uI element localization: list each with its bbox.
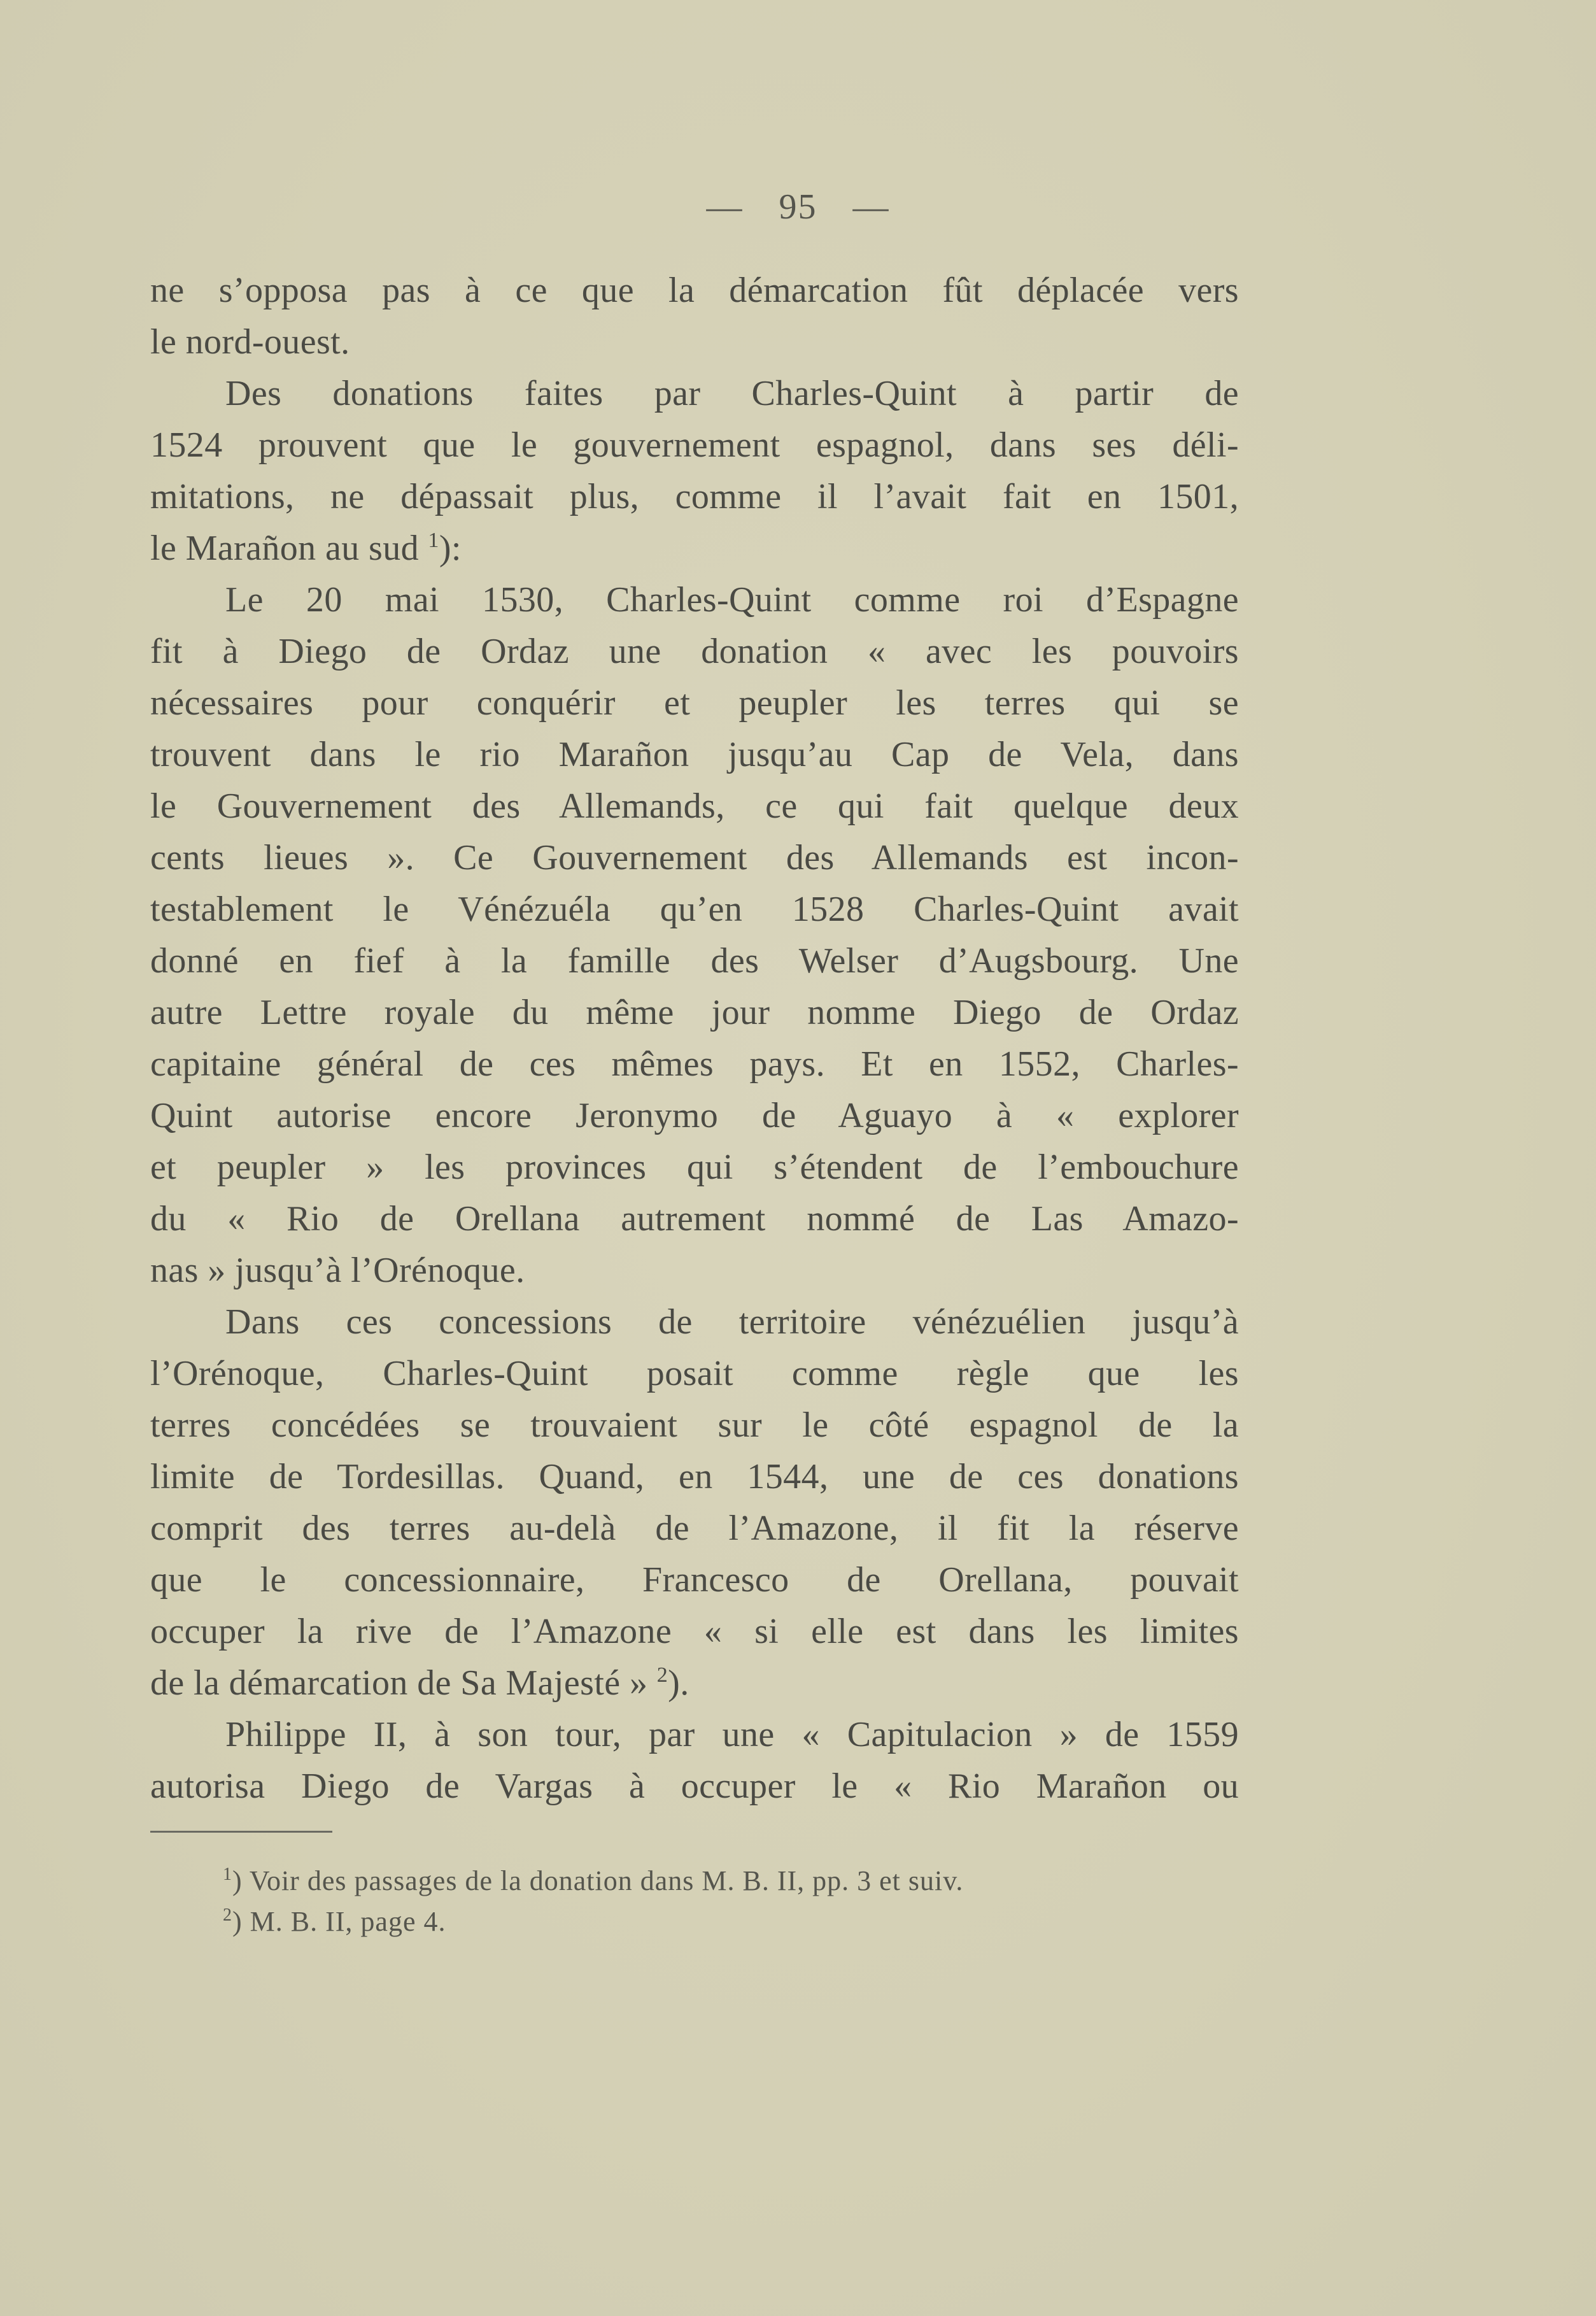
text-line [150,471,1239,523]
text-line [150,316,1239,368]
text-line [150,368,1239,420]
line-text: autre Lettre royale du même jour nomme Diego de Ordaz [150,993,1239,1032]
text-line [150,626,1239,678]
line-text: testablement le Vénézuéla qu’en 1528 Charles-Quint avait [150,890,1239,929]
text-line [150,574,1239,626]
paragraph [150,1297,1239,1709]
line-text: du « Rio de Orellana autrement nommé de Las Amazo- [150,1199,1239,1239]
footnote-divider [150,1831,332,1833]
line-tail: ): [439,529,462,568]
footnote-text: ) M. B. II, page 4. [232,1906,446,1937]
paragraph [150,574,1239,1297]
line-text: le nord-ouest. [150,322,350,362]
page-number: 95 [779,187,817,227]
footnote-marker: 2 [223,1905,232,1925]
text-line [150,523,1239,574]
text-line [150,1451,1239,1503]
line-text: Quint autorise encore Jeronymo de Aguayo à « explorer [150,1096,1239,1135]
line-text: mitations, ne dépassait plus, comme il l’avait fait en 1501, [150,477,1239,516]
line-text: cents lieues ». Ce Gouvernement des Allemands est incon- [150,838,1239,877]
footnote-text: ) Voir des passages de la donation dans M. B. II, pp. 3 et suiv. [232,1865,964,1896]
line-text: ne s’opposa pas à ce que la démarcation fût déplacée vers [150,271,1239,310]
line-text: Dans ces concessions de territoire vénézuélien jusqu’à [225,1302,1239,1342]
footnote-ref: 2 [656,1663,668,1687]
line-text: nas » jusqu’à l’Orénoque. [150,1251,525,1290]
text-line [150,1400,1239,1451]
footnotes [223,1861,1241,1942]
line-text: Des donations faites par Charles-Quint à partir de [225,374,1239,413]
text-line [150,1503,1239,1554]
line-text: fit à Diego de Ordaz une donation « avec les pouvoirs [150,632,1239,671]
text-line [150,1761,1239,1812]
line-text: capitaine général de ces mêmes pays. Et en 1552, Charles- [150,1044,1239,1084]
text-line [150,420,1239,471]
line-text: 1524 prouvent que le gouvernement espagnol, dans ses déli- [150,425,1239,465]
text-line [150,1142,1239,1193]
text-line [150,1606,1239,1658]
text-line [150,832,1239,884]
line-text: Philippe II, à son tour, par une « Capitulacion » de 1559 [225,1715,1239,1754]
line-text: l’Orénoque, Charles-Quint posait comme règle que les [150,1354,1239,1393]
header-dash-right: — [852,187,890,227]
line-text: Le 20 mai 1530, Charles-Quint comme roi d’Espagne [225,580,1239,620]
text-line [150,1554,1239,1606]
line-text: comprit des terres au-delà de l’Amazone, il fit la réserve [150,1509,1239,1548]
line-text: que le concessionnaire, Francesco de Orellana, pouvait [150,1560,1239,1600]
text-line [150,1348,1239,1400]
line-text: occuper la rive de l’Amazone « si elle est dans les limites [150,1612,1239,1651]
line-text: et peupler » les provinces qui s’étendent de l’embouchure [150,1147,1239,1187]
footnote [223,1901,1241,1942]
header-dash-left: — [706,187,744,227]
footnote [223,1861,1241,1901]
paragraph [150,368,1239,574]
page-header [0,185,1596,229]
text-line [150,729,1239,781]
paragraph [150,265,1239,368]
text-line [150,935,1239,987]
footnote-marker: 1 [223,1865,232,1884]
text-line [150,1193,1239,1245]
text-line [150,1090,1239,1142]
text-line [150,1297,1239,1348]
line-text: donné en fief à la famille des Welser d’Augsbourg. Une [150,941,1239,981]
line-text: de la démarcation de Sa Majesté » [150,1663,648,1703]
text-line [150,678,1239,729]
line-text: trouvent dans le rio Marañon jusqu’au Cap de Vela, dans [150,735,1239,774]
text-line [150,987,1239,1039]
text-line [150,265,1239,316]
text-line [150,884,1239,935]
line-text: autorisa Diego de Vargas à occuper le « Rio Marañon ou [150,1766,1239,1806]
text-line [150,1658,1239,1709]
line-tail: ). [668,1663,689,1703]
line-text: le Marañon au sud [150,529,420,568]
text-line [150,781,1239,832]
footnote-ref: 1 [428,529,439,552]
line-text: nécessaires pour conquérir et peupler les terres qui se [150,683,1239,723]
paragraph [150,1709,1239,1812]
line-text: terres concédées se trouvaient sur le côté espagnol de la [150,1405,1239,1445]
text-line [150,1709,1239,1761]
line-text: limite de Tordesillas. Quand, en 1544, une de ces donations [150,1457,1239,1496]
body-text [150,265,1239,1812]
line-text: le Gouvernement des Allemands, ce qui fait quelque deux [150,786,1239,826]
text-line [150,1245,1239,1297]
text-line [150,1039,1239,1090]
